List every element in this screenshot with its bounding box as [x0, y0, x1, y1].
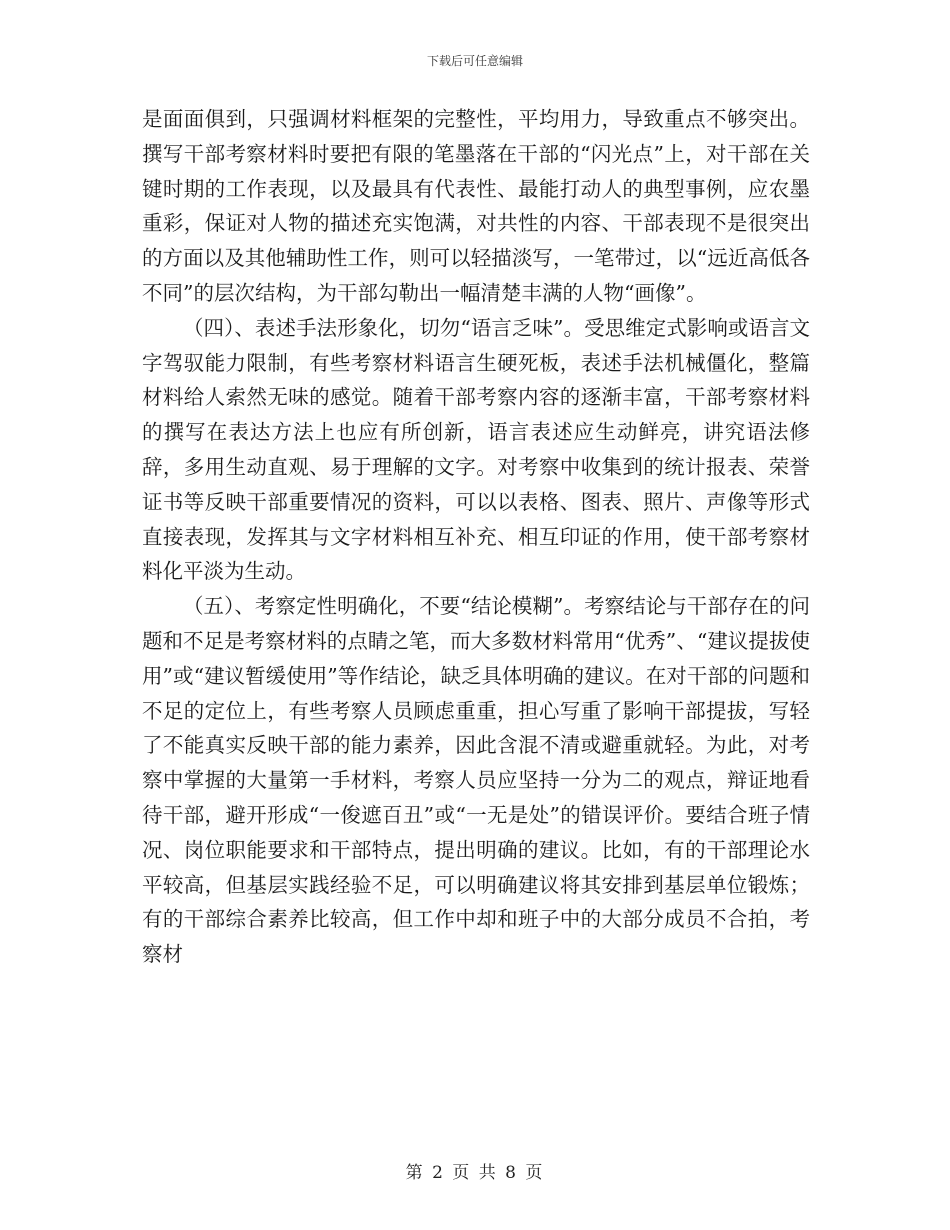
paragraph-section-5: （五）、考察定性明确化，不要“结论模糊”。考察结论与干部存在的问题和不足是考察材料的点睛之笔，而大多数材料常用“优秀”、“建议提拔使用”或“建议暂缓使用”等作结论，缺乏具体明确的建议。在对干部的问题和不足的定位上，有些考察人员顾虑重重，担心写重了影响干部提拔，写轻了不能真实反映干部的能力素养，因此含混不清或避重就轻。为此，对考察中掌握的大量第一手材料，考察人员应坚持一分为二的观点，辩证地看待干部，避开形成“一俊遮百丑”或“一无是处”的错误评价。要结合班子情况、岗位职能要求和干部特点，提出明确的建议。比如，有的干部理论水平较高，但基层实践经验不足，可以明确建议将其安排到基层单位锻炼；有的干部综合素养比较高，但工作中却和班子中的大部分成员不合拍，考察材	[142, 594, 810, 967]
document-body	[142, 102, 810, 972]
page-header: 下载后可任意编辑	[426, 54, 523, 68]
page-number-footer: 第 2 页 共 8 页	[405, 1163, 545, 1183]
paragraph-continued: 是面面俱到，只强调材料框架的完整性，平均用力，导致重点不够突出。撰写干部考察材料时要把有限的笔墨落在干部的“闪光点”上，对干部在关键时期的工作表现，以及最具有代表性、最能打动人的典型事例，应农墨重彩，保证对人物的描述充实饱满，对共性的内容、干部表现不是很突出的方面以及其他辅助性工作，则可以轻描淡写，一笔带过，以“远近高低各不同”的层次结构，为干部勾勒出一幅清楚丰满的人物“画像”。	[142, 107, 810, 305]
paragraph-section-4: （四）、表述手法形象化，切勿“语言乏味”。受思维定式影响或语言文字驾驭能力限制，有些考察材料语言生硬死板，表述手法机械僵化，整篇材料给人索然无味的感觉。随着干部考察内容的逐渐丰富，干部考察材料的撰写在表达方法上也应有所创新，语言表述应生动鲜亮，讲究语法修辞，多用生动直观、易于理解的文字。对考察中收集到的统计报表、荣誉证书等反映干部重要情况的资料，可以以表格、图表、照片、声像等形式直接表现，发挥其与文字材料相互补充、相互印证的作用，使干部考察材料化平淡为生动。	[142, 315, 810, 584]
